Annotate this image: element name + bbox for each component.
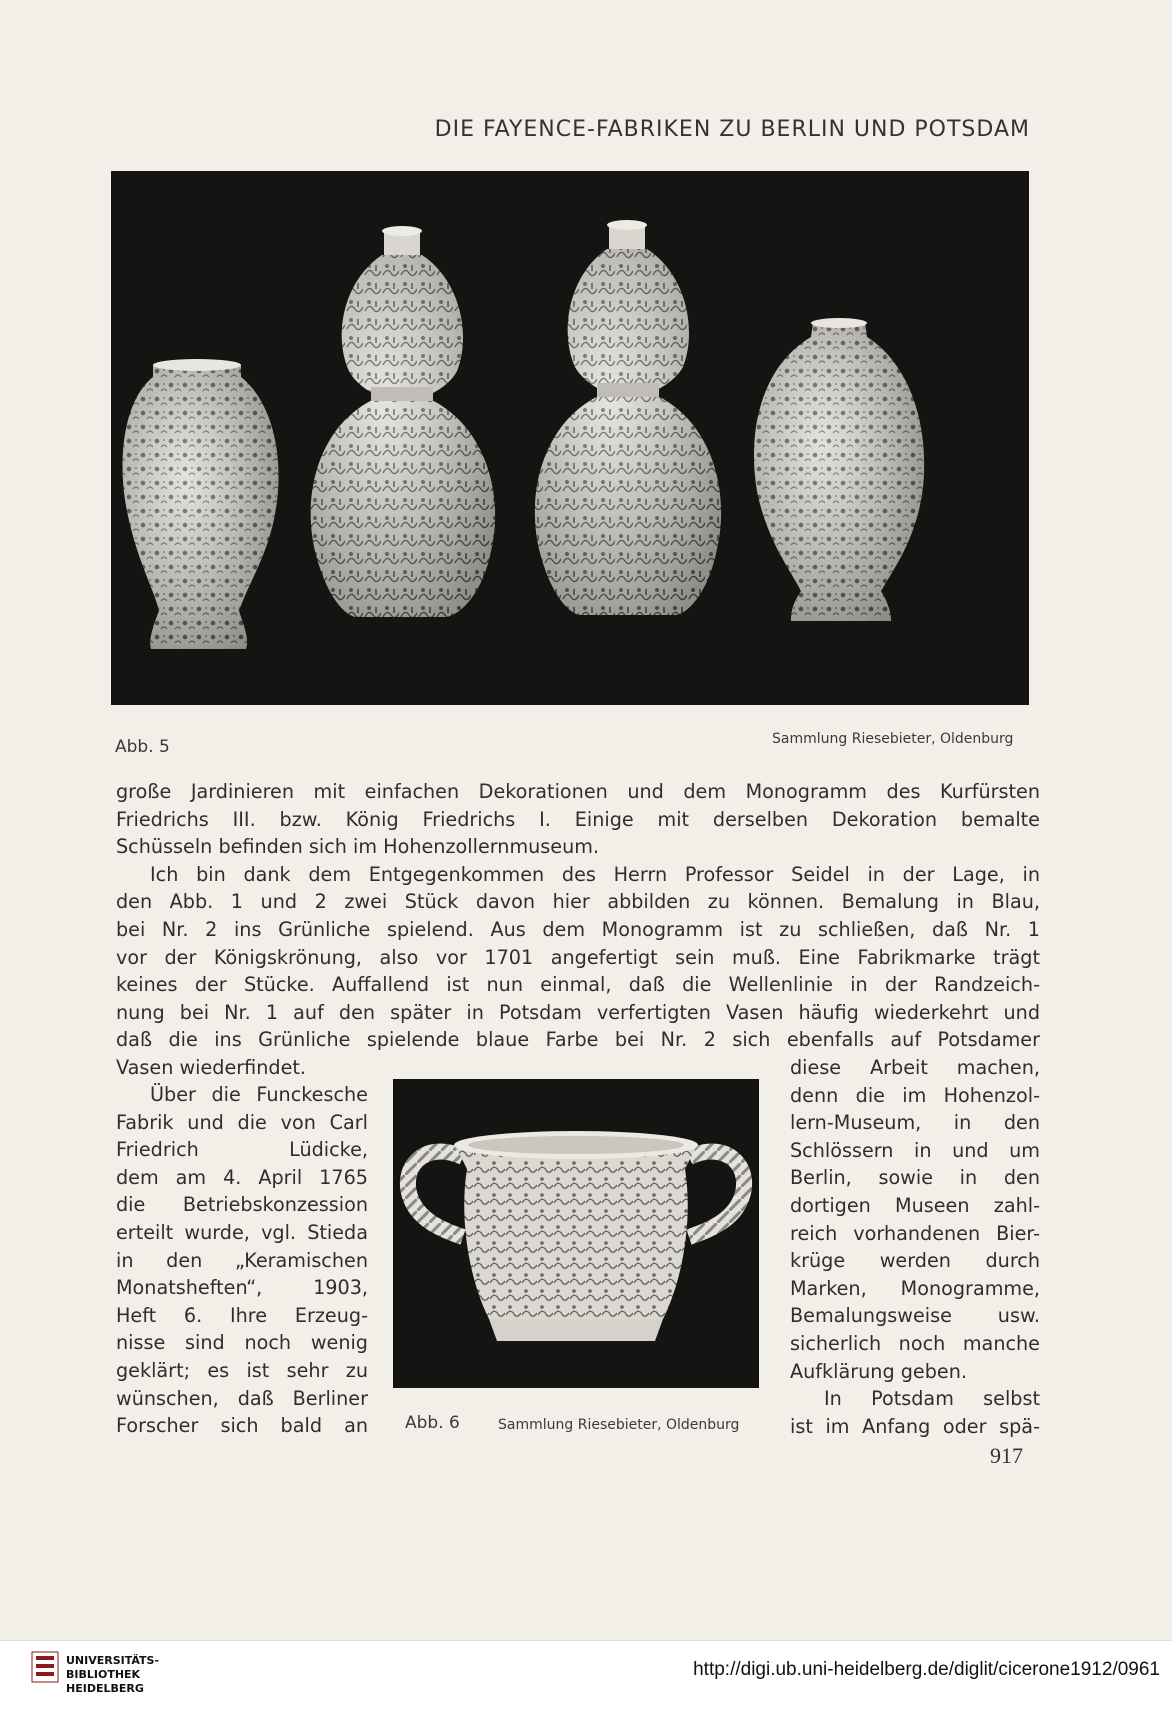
text-line: krüge werden durch (790, 1249, 1040, 1273)
text-line: bei Nr. 2 ins Grünliche spielend. Aus dem Monogramm ist zu schließen, daß Nr. 1 (116, 917, 1040, 941)
text-line: daß die ins Grünliche spielende blaue Farbe bei Nr. 2 sich ebenfalls auf Potsdamer (116, 1028, 1040, 1052)
text-line: Monatsheften“, 1903, (116, 1276, 368, 1300)
university-logo-icon (30, 1650, 60, 1689)
page-number: 917 (990, 1443, 1023, 1468)
left-column-text (116, 1081, 368, 1440)
text-line: In Potsdam selbst (824, 1387, 1040, 1411)
library-name: UNIVERSITÄTS- BIBLIOTHEK HEIDELBERG (66, 1654, 160, 1695)
text-line: ist im Anfang oder spä- (790, 1414, 1040, 1438)
figure-5-photo (111, 171, 1029, 705)
text-line: Friedrichs III. bzw. König Friedrichs I. Einige mit derselben Dekoration bemalte (116, 807, 1040, 831)
text-line: nisse sind noch wenig (116, 1331, 368, 1355)
text-line: Fabrik und die von Carl (116, 1110, 368, 1134)
text-line: Marken, Monogramme, (790, 1276, 1040, 1300)
text-line: Schlössern in und um (790, 1138, 1040, 1162)
text-line: Vasen wiederfindet. (116, 1055, 307, 1079)
text-line: den Abb. 1 und 2 zwei Stück davon hier abbilden zu können. Bemalung in Blau, (116, 890, 1040, 914)
text-line: dem am 4. April 1765 (116, 1165, 368, 1189)
text-line: geklärt; es ist sehr zu (116, 1358, 368, 1382)
figure-6-photo (393, 1079, 759, 1388)
text-line: Berlin, sowie in den (790, 1166, 1040, 1190)
text-line: lern-Museum, in den (790, 1111, 1040, 1135)
text-line: reich vorhandenen Bier- (790, 1221, 1040, 1245)
text-line: Schüsseln befinden sich im Hohenzollernmuseum. (116, 835, 600, 859)
running-head: DIE FAYENCE-FABRIKEN ZU BERLIN UND POTSDAM (434, 117, 1030, 142)
text-line: Heft 6. Ihre Erzeug- (116, 1303, 368, 1327)
text-line: Bemalungsweise usw. (790, 1304, 1040, 1328)
text-line: in den „Keramischen (116, 1248, 368, 1272)
text-line: Friedrich Lüdicke, (116, 1138, 368, 1162)
text-line: Forscher sich bald an (116, 1414, 368, 1438)
text-line: dortigen Museen zahl- (790, 1193, 1040, 1217)
paragraph-1 (116, 778, 1040, 1082)
text-line: Über die Funckesche (150, 1083, 368, 1106)
text-line: wünschen, daß Berliner (116, 1386, 368, 1410)
text-line: Ich bin dank dem Entgegenkommen des Herrn Professor Seidel in der Lage, in (150, 862, 1040, 886)
text-line: die Betriebskonzession (116, 1193, 368, 1217)
text-line: vor der Königskrönung, also vor 1701 angefertigt sein muß. Eine Fabrikmarke trägt (116, 945, 1040, 969)
text-line: große Jardinieren mit einfachen Dekorationen und dem Monogramm des Kurfürsten (116, 780, 1040, 803)
text-line: sicherlich noch manche (790, 1331, 1040, 1355)
source-url[interactable]: http://digi.ub.uni-heidelberg.de/diglit/cicerone1912/0961 (693, 1659, 1160, 1680)
text-line: diese Arbeit machen, (790, 1056, 1040, 1079)
text-line: keines der Stücke. Auffallend ist nun einmal, daß die Wellenlinie in der Randzeich- (116, 973, 1040, 997)
text-line: denn die im Hohenzol- (790, 1083, 1040, 1107)
figure-5-credit: Sammlung Riesebieter, Oldenburg (772, 731, 1014, 747)
text-line: nung bei Nr. 1 auf den später in Potsdam verfertigten Vasen häufig wiederkehrt und (116, 1000, 1040, 1024)
text-line: erteilt wurde, vgl. Stieda (116, 1220, 368, 1244)
figure-5-label: Abb. 5 (115, 737, 170, 757)
figure-6-credit: Sammlung Riesebieter, Oldenburg (498, 1417, 740, 1433)
right-column-text (790, 1054, 1040, 1440)
text-line: Aufklärung geben. (790, 1359, 967, 1383)
cup-body (455, 1145, 697, 1319)
footer-bar (0, 1640, 1172, 1725)
figure-6-label: Abb. 6 (405, 1413, 460, 1433)
